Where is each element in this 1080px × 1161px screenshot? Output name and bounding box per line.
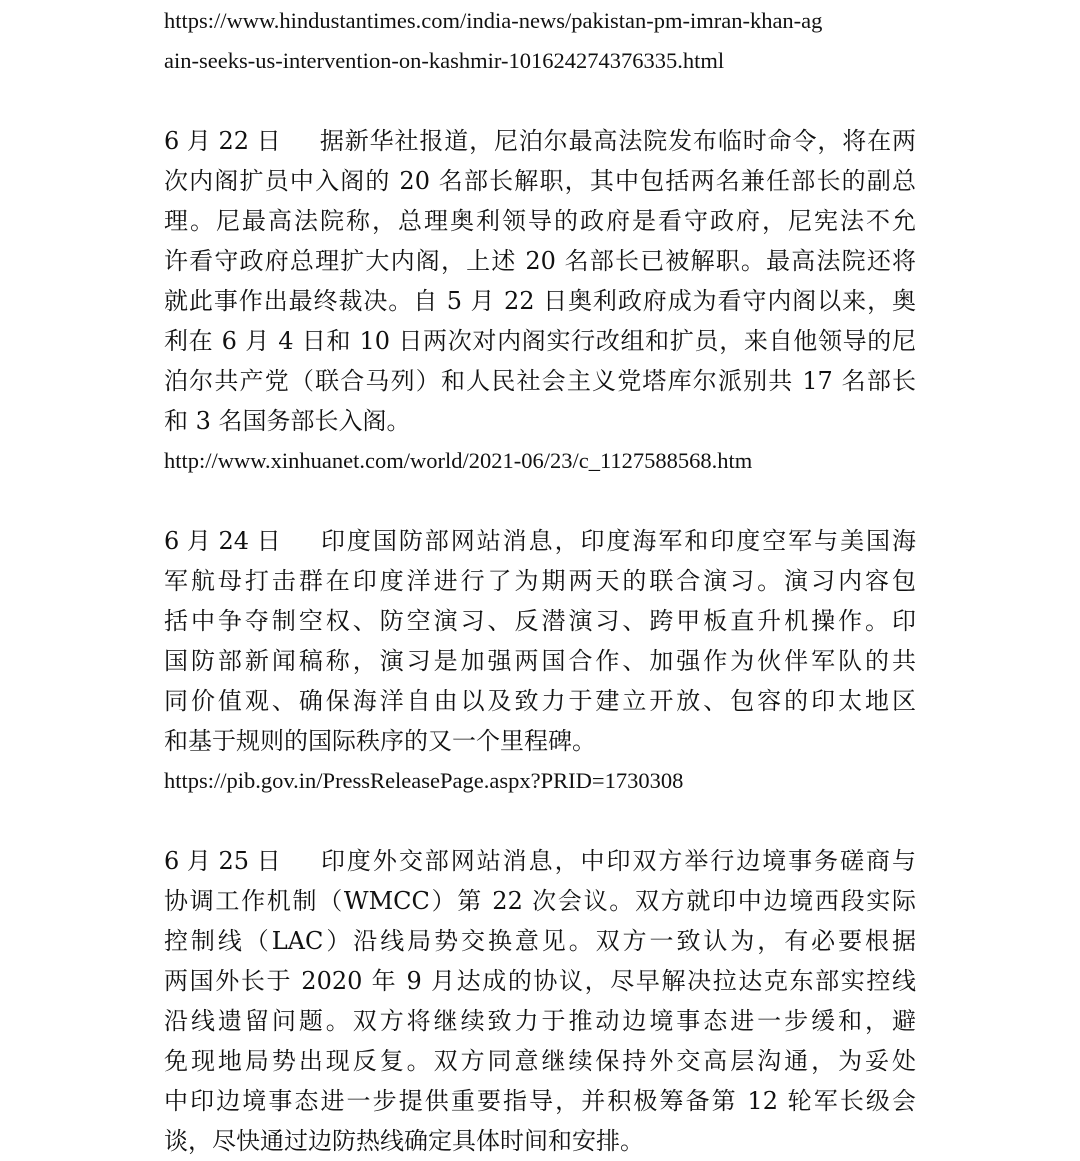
entry-text-line: 两国外长于 2020 年 9 月达成的协议，尽早解决拉达克东部实控线 (164, 967, 916, 995)
entry-text-line: 泊尔共产党（联合马列）和人民社会主义党塔库尔派别共 17 名部长 (164, 367, 916, 395)
entry-text-line: 利在 6 月 4 日和 10 日两次对内阁实行改组和扩员，来自他领导的尼 (164, 327, 916, 355)
source-url[interactable]: https://pib.gov.in/PressReleasePage.aspx?PRID=1730308 (164, 768, 684, 793)
document-page (164, 0, 916, 1161)
entry-date: 6 月 25 日 (164, 847, 281, 875)
url-line[interactable]: ain-seeks-us-intervention-on-kashmir-101624274376335.html (164, 48, 725, 73)
entry-text: 印度外交部网站消息，中印双方举行边境事务磋商与 (319, 847, 916, 875)
entry-text-line: 和基于规则的国际秩序的又一个里程碑。 (164, 727, 596, 755)
entry-text-line: 理。尼最高法院称，总理奥利领导的政府是看守政府，尼宪法不允 (164, 207, 916, 235)
entry-text-line: 中印边境事态进一步提供重要指导，并积极筹备第 12 轮军长级会 (164, 1087, 916, 1115)
source-url[interactable]: http://www.xinhuanet.com/world/2021-06/23/c_1127588568.htm (164, 448, 753, 473)
paragraph-gap (164, 801, 916, 841)
entry-june-25 (164, 841, 916, 1161)
entry-text-line (164, 521, 916, 561)
entry-text-line: 控制线（LAC）沿线局势交换意见。双方一致认为，有必要根据 (164, 927, 916, 955)
paragraph-gap (164, 481, 916, 521)
entry-text-line (164, 841, 916, 881)
entry-text-line: 沿线遗留问题。双方将继续致力于推动边境事态进一步缓和，避 (164, 1007, 916, 1035)
url-line[interactable]: https://www.hindustantimes.com/india-news/pakistan-pm-imran-khan-ag (164, 8, 823, 33)
entry-text: 印度国防部网站消息，印度海军和印度空军与美国海 (319, 527, 916, 555)
entry-text-line: 括中争夺制空权、防空演习、反潜演习、跨甲板直升机操作。印 (164, 607, 916, 635)
entry-date: 6 月 24 日 (164, 527, 281, 555)
entry-text-line: 军航母打击群在印度洋进行了为期两天的联合演习。演习内容包 (164, 567, 916, 595)
entry-text-line: 同价值观、确保海洋自由以及致力于建立开放、包容的印太地区 (164, 687, 916, 715)
entry-text: 据新华社报道，尼泊尔最高法院发布临时命令，将在两 (319, 127, 916, 155)
entry-text-line (164, 121, 916, 161)
top-url-block (164, 1, 916, 81)
entry-text-line: 就此事作出最终裁决。自 5 月 22 日奥利政府成为看守内阁以来，奥 (164, 287, 916, 315)
entry-text-line: 协调工作机制（WMCC）第 22 次会议。双方就印中边境西段实际 (164, 887, 916, 915)
entry-text-line: 免现地局势出现反复。双方同意继续保持外交高层沟通，为妥处 (164, 1047, 916, 1075)
entry-text-line: 许看守政府总理扩大内阁，上述 20 名部长已被解职。最高法院还将 (164, 247, 916, 275)
entry-text-line: 国防部新闻稿称，演习是加强两国合作、加强作为伙伴军队的共 (164, 647, 916, 675)
entry-june-22 (164, 121, 916, 481)
entry-text-line: 次内阁扩员中入阁的 20 名部长解职，其中包括两名兼任部长的副总 (164, 167, 916, 195)
entry-date: 6 月 22 日 (164, 127, 281, 155)
paragraph-gap (164, 81, 916, 121)
entry-text-line: 和 3 名国务部长入阁。 (164, 407, 411, 435)
entry-june-24 (164, 521, 916, 801)
entry-text-line: 谈，尽快通过边防热线确定具体时间和安排。 (164, 1127, 644, 1155)
